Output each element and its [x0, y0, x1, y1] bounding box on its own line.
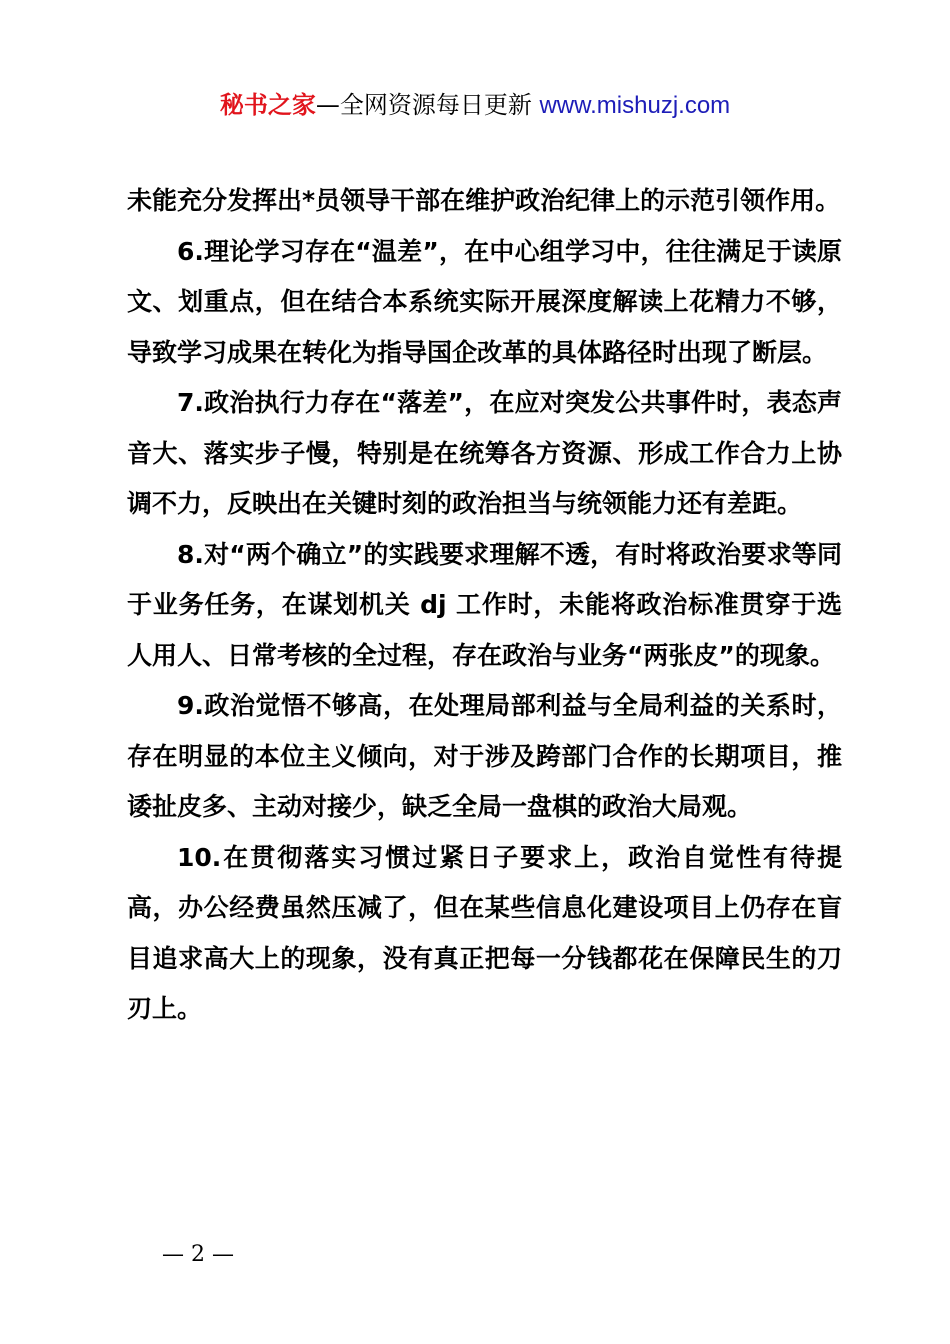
paragraph-item-6: 6.理论学习存在“温差”，在中心组学习中，往往满足于读原文、划重点，但在结合本系统实际开展深度解读上花精力不够，导致学习成果在转化为指导国企改革的具体路径时出现了断层。	[127, 236, 842, 367]
paragraph-item-7: 7.政治执行力存在“落差”，在应对突发公共事件时，表态声音大、落实步子慢，特别是在统筹各方资源、形成工作合力上协调不力，反映出在关键时刻的政治担当与统领能力还有差距。	[127, 388, 842, 518]
paragraph-continuation: 未能充分发挥出*员领导干部在维护政治纪律上的示范引领作用。	[127, 186, 841, 215]
brand-name: 秘书之家	[219, 91, 316, 119]
paragraph-item-10: 10.在贯彻落实习惯过紧日子要求上，政治自觉性有待提高，办公经费虽然压减了，但在某些信息化建设项目上仍存在盲目追求高大上的现象，没有真正把每一分钱都花在保障民生的刀刃上。	[127, 842, 842, 1023]
paragraph-item-8: 8.对“两个确立”的实践要求理解不透，有时将政治要求等同于业务任务，在谋划机关 dj 工作时，未能将政治标准贯穿于选人用人、日常考核的全过程，存在政治与业务“两张皮”的现象。	[127, 539, 842, 670]
site-url-link[interactable]: www.mishuzj.com	[539, 92, 731, 119]
page-number: — 2 —	[162, 1242, 234, 1267]
paragraph-item-9: 9.政治觉悟不够高，在处理局部利益与全局利益的关系时，存在明显的本位主义倾向，对于涉及跨部门合作的长期项目，推诿扯皮多、主动对接少，缺乏全局一盘棋的政治大局观。	[127, 691, 842, 821]
site-header	[0, 88, 950, 123]
document-body	[127, 176, 842, 1035]
header-tagline: —全网资源每日更新	[315, 91, 540, 119]
